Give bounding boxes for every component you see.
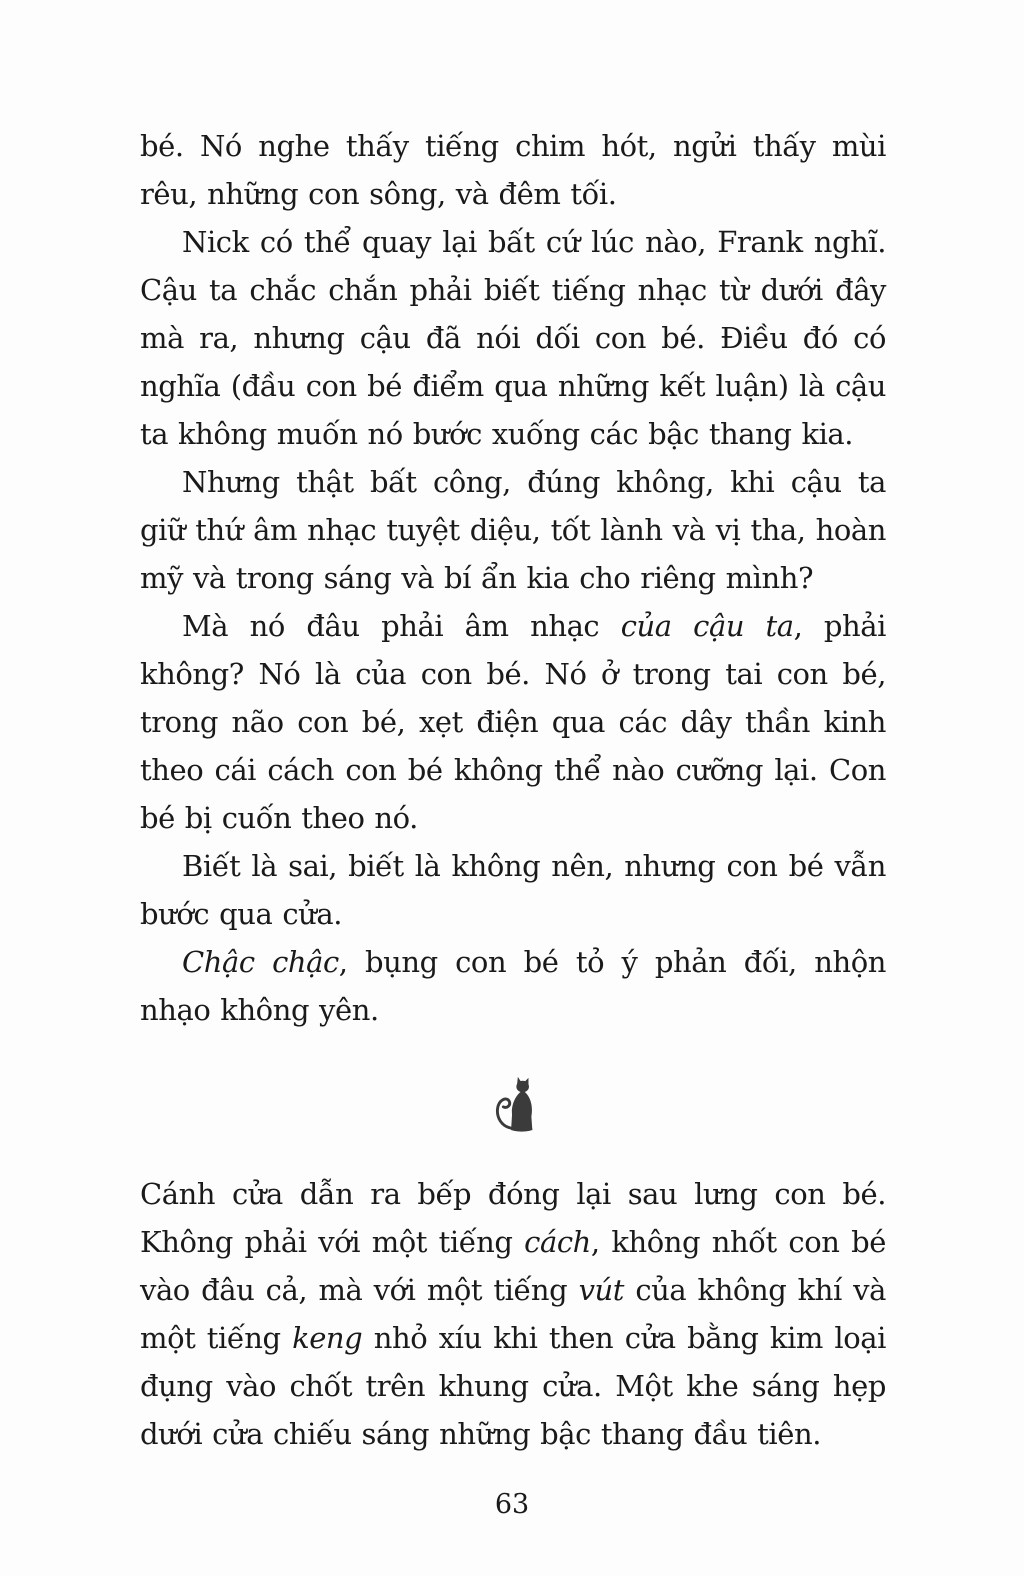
text-run: , không nhốt con bé vào đâu cả, mà với một tiếng	[140, 1225, 887, 1307]
italic-text-run: cách	[524, 1225, 591, 1259]
paragraph	[140, 842, 886, 938]
text-run: , bụng con bé tỏ ý phản đối, nhộn nhạo không yên.	[140, 945, 886, 1027]
section-divider	[140, 1074, 886, 1132]
paragraph-section-start	[140, 1170, 886, 1458]
paragraph	[140, 458, 886, 602]
text-run: Biết là sai, biết là không nên, nhưng con bé vẫn bước qua cửa.	[140, 849, 886, 931]
text-run: Cánh cửa dẫn ra bếp đóng lại sau lưng con bé. Không phải với một tiếng	[140, 1177, 886, 1259]
text-run: Mà nó đâu phải âm nhạc	[182, 609, 621, 643]
paragraph	[140, 218, 886, 458]
text-run: Nhưng thật bất công, đúng không, khi cậu ta giữ thứ âm nhạc tuyệt diệu, tốt lành và vị tha, hoàn mỹ và trong sáng và bí ẩn kia cho riêng mình?	[140, 465, 886, 595]
italic-text-run: keng	[292, 1321, 363, 1355]
page-number: 63	[494, 1489, 530, 1520]
page-body	[140, 122, 886, 1458]
paragraph	[140, 938, 886, 1034]
paragraph-continuation	[140, 122, 886, 218]
cat-ornament-icon	[491, 1074, 535, 1132]
text-run: , phải không? Nó là của con bé. Nó ở trong tai con bé, trong não con bé, xẹt điện qua các dây thần kinh theo cái cách con bé không thể nào cưỡng lại. Con bé bị cuốn theo nó.	[140, 609, 886, 835]
text-run: nhỏ xíu khi then cửa bằng kim loại đụng vào chốt trên khung cửa. Một khe sáng hẹp dưới cửa chiếu sáng những bậc thang đầu tiên.	[140, 1321, 886, 1451]
text-run: Nick có thể quay lại bất cứ lúc nào, Frank nghĩ. Cậu ta chắc chắn phải biết tiếng nhạc từ dưới đây mà ra, nhưng cậu đã nói dối con bé. Điều đó có nghĩa (đầu con bé điểm qua những kết luận) là cậu ta không muốn nó bước xuống các bậc thang kia.	[140, 225, 886, 451]
italic-text-run: vút	[578, 1273, 625, 1307]
italic-text-run: của cậu ta	[620, 609, 794, 643]
text-run: của không khí và một tiếng	[140, 1273, 886, 1355]
paragraph	[140, 602, 886, 842]
italic-text-run: Chậc chậc	[182, 945, 339, 979]
text-run: bé. Nó nghe thấy tiếng chim hót, ngửi thấy mùi rêu, những con sông, và đêm tối.	[140, 129, 886, 211]
